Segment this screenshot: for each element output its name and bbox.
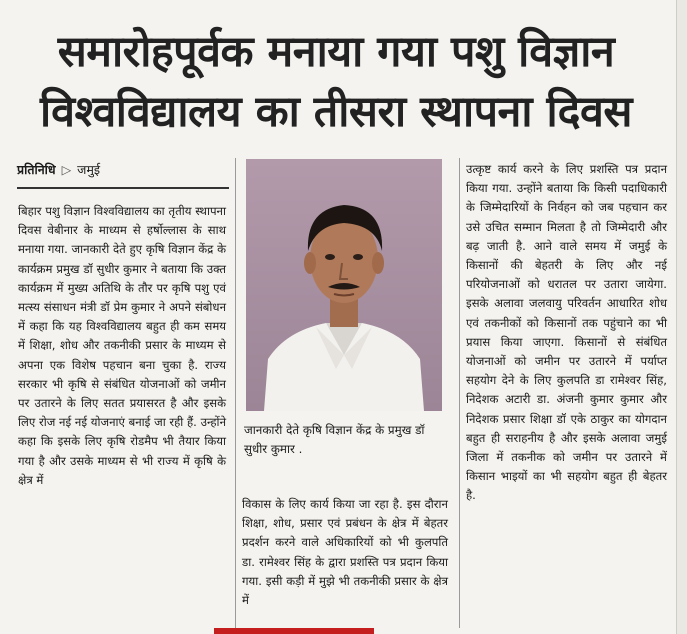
byline [17, 161, 229, 179]
headline [0, 22, 672, 142]
article-paragraph: बिहार पशु विज्ञान विश्वविद्यालय का तृतीय स्थापना दिवस वेबीनार के माध्यम से हर्षोल्लास के साथ मनाया गया. जानकारी देते हुए कृषि विज्ञान केंद्र के कार्यक्रम प्रमुख डॉ सुधीर कुमार ने बताया कि उक्त कार्यक्रम में मुख्य अतिथि के तौर पर कृषि पशु एवं मत्स्य संसाधन मंत्री डॉ प्रेम कुमार ने अपने संबोधन में कहा कि यह विश्वविद्यालय बहुत ही कम समय में शिक्षा, शोध और तकनीकी प्रसार के माध्यम से अपना एक विशेष पहचान बना चुका है. राज्य सरकार भी कृषि से संबंधित योजनाओं को जमीन पर उतारने के लिए सतत प्रयासरत है और इसके लिए रोज नई नई योजनाएं बनाई जा रही हैं. उन्होंने कहा कि इसके लिए कृषि रोडमैप भी तैयार किया गया है और उसके माध्यम से भी राज्य में कृषि के क्षेत्र में [18, 204, 226, 487]
headline-line-2: विश्वविद्यालय का तीसरा स्थापना दिवस [40, 87, 632, 137]
column-divider [235, 158, 236, 628]
byline-author: प्रतिनिधि [17, 162, 56, 177]
article-column-1 [18, 202, 226, 490]
column-divider [459, 158, 460, 628]
article-paragraph: विकास के लिए कार्य किया जा रहा है. इस दौरान शिक्षा, शोध, प्रसार एवं प्रबंधन के क्षेत्र में बेहतर प्रदर्शन करने वाले अधिकारियों को भी कुलपति डा. रामेश्वर सिंह के द्वारा प्रशस्ति पत्र प्रदान किया गया. इसी कड़ी में मुझे भी तकनीकी प्रसार के क्षेत्र में [242, 497, 448, 608]
article-column-2 [242, 495, 448, 610]
photo-caption: जानकारी देते कृषि विज्ञान केंद्र के प्रमुख डॉ सुधीर कुमार . [244, 423, 425, 456]
portrait-photo [246, 159, 442, 411]
article-column-3 [466, 160, 667, 506]
adjacent-article-edge [676, 0, 687, 634]
byline-rule [17, 187, 229, 189]
byline-location: जमुई [77, 162, 101, 177]
portrait-illustration [246, 159, 442, 411]
headline-line-1: समारोहपूर्वक मनाया गया पशु विज्ञान [57, 27, 615, 77]
bottom-color-bar [214, 628, 374, 634]
article-paragraph: उत्कृष्ट कार्य करने के लिए प्रशस्ति पत्र प्रदान किया गया. उन्होंने बताया कि किसी पदाधिकारी के जिम्मेदारियों के निर्वहन को जब पहचान कर उसे उचित सम्मान मिलता है तो जिम्मेदारी और बढ़ जाती है. आने वाले समय में जमुई के किसानों की बेहतरी के लिए और नई परियोजनाओं को धरातल पर उतारा जायेगा. इसके अलावा जलवायु परिवर्तन आधारित शोध एवं तकनीकों को किसानों तक पहुंचाने का भी प्रयास किया जाएगा. किसानों से संबंधित योजनाओं को जमीन पर उतारने में पर्याप्त सहयोग देने के लिए कुलपति डा रामेश्वर सिंह, निदेशक अटारी डा. अंजनी कुमार कुमार और निदेशक प्रसार शिक्षा डॉ एके ठाकुर का योगदान बहुत ही सराहनीय है और इसके अलावा जमुई जिला में तकनीक को जमीन पर उतारने में किसान भाइयों का भी सहयोग बहुत ही बेहतर है. [466, 162, 667, 503]
byline-arrow-icon: ▷ [61, 162, 72, 177]
